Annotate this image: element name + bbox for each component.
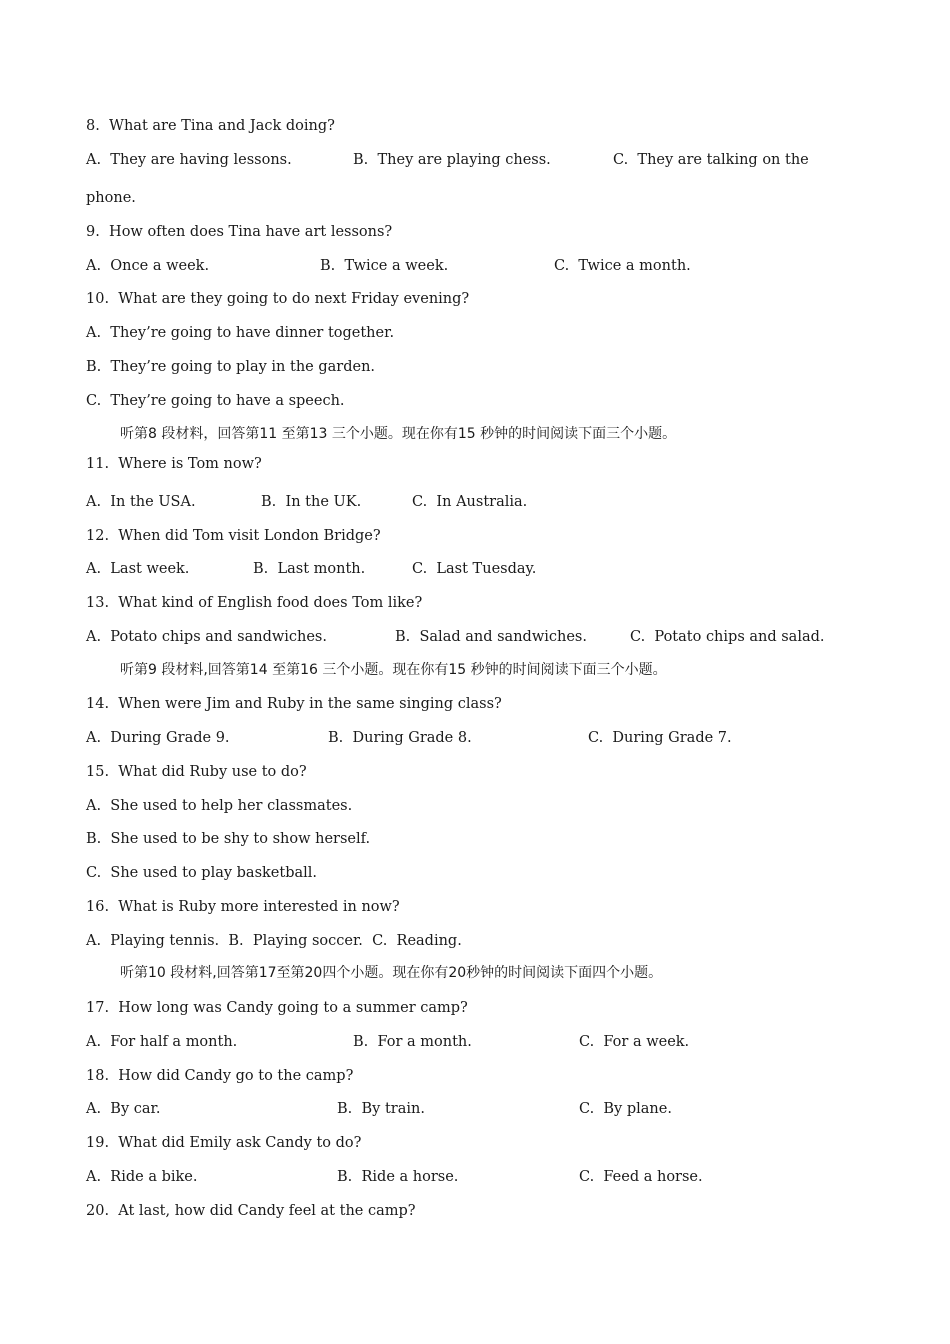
- question-12-option-a: A. Last week.: [86, 561, 190, 577]
- question-17: 17. How long was Candy going to a summer camp?: [86, 1000, 468, 1016]
- question-19-option-b: B. Ride a horse.: [337, 1169, 459, 1185]
- question-13-option-c: C. Potato chips and salad.: [630, 629, 825, 645]
- question-14-option-c: C. During Grade 7.: [588, 730, 732, 746]
- question-12: 12. When did Tom visit London Bridge?: [86, 528, 381, 544]
- question-9-option-a: A. Once a week.: [86, 258, 210, 274]
- question-9: 9. How often does Tina have art lessons?: [86, 224, 393, 240]
- section-9-instruction: 听第9 段材料,回答第14 至第16 三个小题。现在你有15 秒钟的时间阅读下面三个小题。: [120, 662, 667, 678]
- question-11-option-a: A. In the USA.: [86, 494, 196, 510]
- question-15-option-b: B. She used to be shy to show herself.: [86, 831, 371, 847]
- question-8: 8. What are Tina and Jack doing?: [86, 118, 335, 134]
- question-18-option-b: B. By train.: [337, 1101, 425, 1117]
- question-11-option-b: B. In the UK.: [261, 494, 362, 510]
- question-10-option-b: B. They’re going to play in the garden.: [86, 359, 376, 375]
- question-14: 14. When were Jim and Ruby in the same singing class?: [86, 696, 502, 712]
- question-14-option-b: B. During Grade 8.: [328, 730, 472, 746]
- question-11: 11. Where is Tom now?: [86, 456, 262, 472]
- question-16-options: A. Playing tennis. B. Playing soccer. C. Reading.: [86, 933, 462, 949]
- question-19: 19. What did Emily ask Candy to do?: [86, 1135, 362, 1151]
- question-19-option-c: C. Feed a horse.: [579, 1169, 703, 1185]
- question-10-option-a: A. They’re going to have dinner together.: [86, 325, 395, 341]
- question-13: 13. What kind of English food does Tom like?: [86, 595, 423, 611]
- question-18: 18. How did Candy go to the camp?: [86, 1068, 354, 1084]
- question-20: 20. At last, how did Candy feel at the camp?: [86, 1203, 416, 1219]
- question-12-option-c: C. Last Tuesday.: [412, 561, 537, 577]
- question-15-option-a: A. She used to help her classmates.: [86, 798, 353, 814]
- question-8-option-c: C. They are talking on the: [613, 152, 809, 168]
- question-9-option-b: B. Twice a week.: [320, 258, 449, 274]
- question-17-option-b: B. For a month.: [353, 1034, 472, 1050]
- section-8-instruction: 听第8 段材料，回答第11 至第13 三个小题。现在你有15 秒钟的时间阅读下面三个小题。: [120, 426, 677, 442]
- question-10: 10. What are they going to do next Friday evening?: [86, 291, 470, 307]
- question-10-option-c: C. They’re going to have a speech.: [86, 393, 345, 409]
- section-10-instruction: 听第10 段材料,回答第17至第20四个小题。现在你有20秒钟的时间阅读下面四个小题。: [120, 965, 663, 981]
- question-14-option-a: A. During Grade 9.: [86, 730, 230, 746]
- question-18-option-c: C. By plane.: [579, 1101, 672, 1117]
- question-19-option-a: A. Ride a bike.: [86, 1169, 198, 1185]
- question-9-option-c: C. Twice a month.: [554, 258, 691, 274]
- question-15: 15. What did Ruby use to do?: [86, 764, 307, 780]
- question-17-option-a: A. For half a month.: [86, 1034, 238, 1050]
- question-13-option-b: B. Salad and sandwiches.: [395, 629, 587, 645]
- question-17-option-c: C. For a week.: [579, 1034, 690, 1050]
- question-8-option-b: B. They are playing chess.: [353, 152, 551, 168]
- question-16: 16. What is Ruby more interested in now?: [86, 899, 400, 915]
- question-18-option-a: A. By car.: [86, 1101, 161, 1117]
- question-15-option-c: C. She used to play basketball.: [86, 865, 318, 881]
- question-8-option-c-continued: phone.: [86, 190, 136, 206]
- question-11-option-c: C. In Australia.: [412, 494, 528, 510]
- question-13-option-a: A. Potato chips and sandwiches.: [86, 629, 327, 645]
- question-12-option-b: B. Last month.: [253, 561, 366, 577]
- question-8-option-a: A. They are having lessons.: [86, 152, 292, 168]
